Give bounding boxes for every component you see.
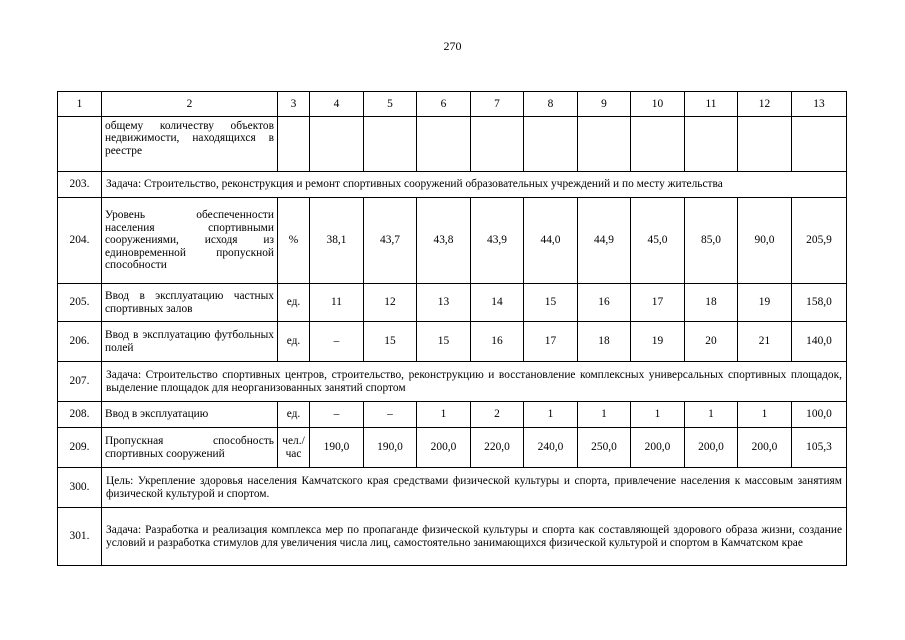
row-number — [58, 117, 102, 172]
value-cell: 15 — [364, 322, 417, 362]
value-cell: 190,0 — [364, 428, 417, 468]
value-cell: 20 — [685, 322, 738, 362]
value-cell: 240,0 — [524, 428, 578, 468]
value-cell: 15 — [524, 284, 578, 322]
value-cell: 1 — [738, 402, 792, 428]
unit-cell: ед. — [278, 402, 310, 428]
unit-cell: ед. — [278, 322, 310, 362]
row-number: 203. — [58, 172, 102, 198]
value-cell: – — [364, 402, 417, 428]
section-text: Задача: Строительство, реконструкция и ремонт спортивных сооружений образовательных учреждений и по месту жительства — [102, 172, 847, 198]
unit-cell: чел./час — [278, 428, 310, 468]
indicator-name: Ввод в эксплуатацию футбольных полей — [102, 322, 278, 362]
value-cell: 15 — [417, 322, 471, 362]
header-cell: 4 — [310, 92, 364, 117]
value-cell: 12 — [364, 284, 417, 322]
value-cell — [738, 117, 792, 172]
table-row — [58, 402, 847, 428]
table-row — [58, 428, 847, 468]
value-cell: 190,0 — [310, 428, 364, 468]
row-number: 301. — [58, 508, 102, 566]
value-cell: 105,3 — [792, 428, 847, 468]
value-cell: 19 — [631, 322, 685, 362]
page-number: 270 — [443, 39, 462, 53]
header-cell: 8 — [524, 92, 578, 117]
value-cell: – — [310, 322, 364, 362]
value-cell: 43,8 — [417, 198, 471, 284]
table-row — [58, 362, 847, 402]
value-cell: 13 — [417, 284, 471, 322]
indicator-name: Уровень обеспеченности населения спортивными сооружениями, исходя из единовременной пропускной способности — [102, 198, 278, 284]
value-cell: 17 — [524, 322, 578, 362]
header-cell: 5 — [364, 92, 417, 117]
header-cell: 13 — [792, 92, 847, 117]
value-cell: 200,0 — [417, 428, 471, 468]
value-cell: 14 — [471, 284, 524, 322]
value-cell: 11 — [310, 284, 364, 322]
value-cell: 200,0 — [685, 428, 738, 468]
unit-cell: ед. — [278, 284, 310, 322]
header-cell: 11 — [685, 92, 738, 117]
value-cell — [524, 117, 578, 172]
value-cell: 158,0 — [792, 284, 847, 322]
value-cell: 43,7 — [364, 198, 417, 284]
section-text: Задача: Разработка и реализация комплекса мер по пропаганде физической культуры и спорта как составляющей здорового образа жизни, создание условий и разработка стимулов для увеличения числа лиц, самостоятельно занимающихся физической культурой и спортом в Камчатском крае — [102, 508, 847, 566]
value-cell: 44,9 — [578, 198, 631, 284]
value-cell: 200,0 — [631, 428, 685, 468]
table-body — [58, 92, 847, 566]
value-cell: 44,0 — [524, 198, 578, 284]
value-cell: 205,9 — [792, 198, 847, 284]
value-cell: 140,0 — [792, 322, 847, 362]
section-text: Цель: Укрепление здоровья населения Камчатского края средствами физической культуры и спорта, привлечение населения к массовым занятиям физической культурой и спортом. — [102, 468, 847, 508]
value-cell: – — [310, 402, 364, 428]
value-cell: 38,1 — [310, 198, 364, 284]
table-row — [58, 284, 847, 322]
header-cell: 7 — [471, 92, 524, 117]
table-row — [58, 508, 847, 566]
value-cell: 1 — [524, 402, 578, 428]
value-cell: 1 — [631, 402, 685, 428]
table-row — [58, 172, 847, 198]
value-cell: 43,9 — [471, 198, 524, 284]
value-cell — [792, 117, 847, 172]
value-cell: 19 — [738, 284, 792, 322]
header-cell: 2 — [102, 92, 278, 117]
indicator-name: Ввод в эксплуатацию частных спортивных залов — [102, 284, 278, 322]
header-cell: 1 — [58, 92, 102, 117]
value-cell: 16 — [471, 322, 524, 362]
header-cell: 12 — [738, 92, 792, 117]
indicator-name: Пропускная способность спортивных сооружений — [102, 428, 278, 468]
value-cell — [578, 117, 631, 172]
header-cell: 6 — [417, 92, 471, 117]
header-row — [58, 92, 847, 117]
row-number: 207. — [58, 362, 102, 402]
unit-cell: % — [278, 198, 310, 284]
table-row — [58, 198, 847, 284]
unit-cell — [278, 117, 310, 172]
indicator-name: Ввод в эксплуатацию — [102, 402, 278, 428]
value-cell: 2 — [471, 402, 524, 428]
header-cell: 9 — [578, 92, 631, 117]
value-cell: 220,0 — [471, 428, 524, 468]
table-row — [58, 322, 847, 362]
value-cell: 21 — [738, 322, 792, 362]
value-cell: 100,0 — [792, 402, 847, 428]
row-number: 206. — [58, 322, 102, 362]
value-cell — [631, 117, 685, 172]
row-number: 208. — [58, 402, 102, 428]
table-row — [58, 468, 847, 508]
indicator-name: общему количеству объектов недвижимости, находящихся в реестре — [102, 117, 278, 172]
table-row — [58, 117, 847, 172]
value-cell: 45,0 — [631, 198, 685, 284]
value-cell: 17 — [631, 284, 685, 322]
value-cell: 16 — [578, 284, 631, 322]
indicators-table — [57, 91, 847, 566]
value-cell: 85,0 — [685, 198, 738, 284]
value-cell: 1 — [417, 402, 471, 428]
row-number: 205. — [58, 284, 102, 322]
value-cell — [364, 117, 417, 172]
value-cell — [417, 117, 471, 172]
value-cell: 200,0 — [738, 428, 792, 468]
value-cell: 18 — [578, 322, 631, 362]
value-cell — [685, 117, 738, 172]
section-text: Задача: Строительство спортивных центров, строительство, реконструкцию и восстановление комплексных универсальных спортивных площадок, выделение площадок для неорганизованных занятий спортом — [102, 362, 847, 402]
value-cell: 90,0 — [738, 198, 792, 284]
value-cell — [310, 117, 364, 172]
header-cell: 3 — [278, 92, 310, 117]
header-cell: 10 — [631, 92, 685, 117]
value-cell: 1 — [685, 402, 738, 428]
value-cell: 1 — [578, 402, 631, 428]
row-number: 209. — [58, 428, 102, 468]
value-cell: 250,0 — [578, 428, 631, 468]
row-number: 300. — [58, 468, 102, 508]
value-cell — [471, 117, 524, 172]
value-cell: 18 — [685, 284, 738, 322]
row-number: 204. — [58, 198, 102, 284]
